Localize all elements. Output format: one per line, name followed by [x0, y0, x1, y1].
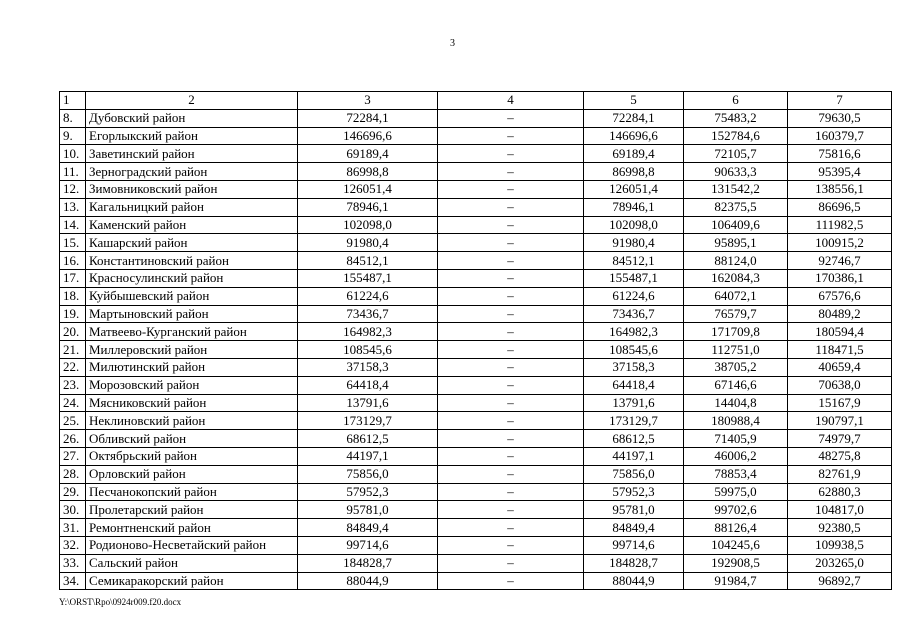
table-row: [60, 198, 892, 216]
row-number-cell: 10.: [60, 145, 86, 163]
value-col6-cell: 112751,0: [684, 341, 788, 359]
value-col3-cell: 84849,4: [298, 519, 438, 537]
value-col4-cell: –: [438, 305, 584, 323]
value-col7-cell: 96892,7: [788, 572, 892, 590]
district-name-cell: Куйбышевский район: [86, 287, 298, 305]
value-col4-cell: –: [438, 483, 584, 501]
table-row: [60, 269, 892, 287]
value-col7-cell: 92746,7: [788, 252, 892, 270]
value-col3-cell: 44197,1: [298, 447, 438, 465]
value-col5-cell: 102098,0: [584, 216, 684, 234]
value-col3-cell: 108545,6: [298, 341, 438, 359]
row-number-cell: 9.: [60, 127, 86, 145]
value-col7-cell: 111982,5: [788, 216, 892, 234]
value-col6-cell: 64072,1: [684, 287, 788, 305]
file-path: Y:\ORST\Rpo\0924r009.f20.docx: [59, 597, 182, 607]
district-name-cell: Каменский район: [86, 216, 298, 234]
value-col5-cell: 84849,4: [584, 519, 684, 537]
value-col3-cell: 69189,4: [298, 145, 438, 163]
table-row: [60, 287, 892, 305]
row-number-cell: 29.: [60, 483, 86, 501]
value-col5-cell: 68612,5: [584, 430, 684, 448]
district-name-cell: Константиновский район: [86, 252, 298, 270]
value-col5-cell: 88044,9: [584, 572, 684, 590]
value-col4-cell: –: [438, 109, 584, 127]
row-number-cell: 24.: [60, 394, 86, 412]
value-col5-cell: 73436,7: [584, 305, 684, 323]
district-name-cell: Неклиновский район: [86, 412, 298, 430]
value-col4-cell: –: [438, 252, 584, 270]
value-col3-cell: 184828,7: [298, 554, 438, 572]
value-col5-cell: 37158,3: [584, 358, 684, 376]
district-name-cell: Кашарский район: [86, 234, 298, 252]
value-col5-cell: 155487,1: [584, 269, 684, 287]
value-col4-cell: –: [438, 536, 584, 554]
value-col3-cell: 102098,0: [298, 216, 438, 234]
value-col3-cell: 75856,0: [298, 465, 438, 483]
table-row: [60, 109, 892, 127]
table-row: [60, 519, 892, 537]
district-name-cell: Кагальницкий район: [86, 198, 298, 216]
value-col7-cell: 67576,6: [788, 287, 892, 305]
table-row: [60, 430, 892, 448]
value-col3-cell: 64418,4: [298, 376, 438, 394]
table-row: [60, 305, 892, 323]
value-col4-cell: –: [438, 376, 584, 394]
value-col3-cell: 13791,6: [298, 394, 438, 412]
row-number-cell: 17.: [60, 269, 86, 287]
row-number-cell: 32.: [60, 536, 86, 554]
table-row: [60, 394, 892, 412]
value-col7-cell: 48275,8: [788, 447, 892, 465]
value-col7-cell: 86696,5: [788, 198, 892, 216]
value-col4-cell: –: [438, 180, 584, 198]
value-col7-cell: 75816,6: [788, 145, 892, 163]
row-number-cell: 20.: [60, 323, 86, 341]
table-row: [60, 145, 892, 163]
value-col7-cell: 180594,4: [788, 323, 892, 341]
header-cell-col4: 4: [438, 92, 584, 110]
row-number-cell: 21.: [60, 341, 86, 359]
header-cell-col7: 7: [788, 92, 892, 110]
value-col3-cell: 99714,6: [298, 536, 438, 554]
value-col6-cell: 104245,6: [684, 536, 788, 554]
value-col4-cell: –: [438, 554, 584, 572]
table-row: [60, 163, 892, 181]
value-col6-cell: 82375,5: [684, 198, 788, 216]
value-col6-cell: 71405,9: [684, 430, 788, 448]
district-name-cell: Миллеровский район: [86, 341, 298, 359]
value-col7-cell: 138556,1: [788, 180, 892, 198]
district-name-cell: Обливский район: [86, 430, 298, 448]
value-col6-cell: 180988,4: [684, 412, 788, 430]
district-name-cell: Мартыновский район: [86, 305, 298, 323]
district-name-cell: Морозовский район: [86, 376, 298, 394]
value-col7-cell: 79630,5: [788, 109, 892, 127]
header-cell-col5: 5: [584, 92, 684, 110]
value-col6-cell: 78853,4: [684, 465, 788, 483]
value-col4-cell: –: [438, 519, 584, 537]
value-col4-cell: –: [438, 447, 584, 465]
value-col3-cell: 84512,1: [298, 252, 438, 270]
row-number-cell: 25.: [60, 412, 86, 430]
table-row: [60, 216, 892, 234]
row-number-cell: 23.: [60, 376, 86, 394]
value-col3-cell: 91980,4: [298, 234, 438, 252]
value-col5-cell: 72284,1: [584, 109, 684, 127]
value-col4-cell: –: [438, 287, 584, 305]
value-col3-cell: 68612,5: [298, 430, 438, 448]
value-col4-cell: –: [438, 358, 584, 376]
value-col3-cell: 155487,1: [298, 269, 438, 287]
district-name-cell: Дубовский район: [86, 109, 298, 127]
value-col5-cell: 91980,4: [584, 234, 684, 252]
value-col3-cell: 88044,9: [298, 572, 438, 590]
district-name-cell: Зимовниковский район: [86, 180, 298, 198]
value-col5-cell: 95781,0: [584, 501, 684, 519]
value-col7-cell: 203265,0: [788, 554, 892, 572]
row-number-cell: 14.: [60, 216, 86, 234]
value-col5-cell: 164982,3: [584, 323, 684, 341]
value-col3-cell: 126051,4: [298, 180, 438, 198]
district-name-cell: Сальский район: [86, 554, 298, 572]
value-col6-cell: 38705,2: [684, 358, 788, 376]
table-row: [60, 536, 892, 554]
value-col5-cell: 86998,8: [584, 163, 684, 181]
row-number-cell: 34.: [60, 572, 86, 590]
header-cell-col1: 1: [60, 92, 86, 110]
value-col6-cell: 46006,2: [684, 447, 788, 465]
value-col4-cell: –: [438, 163, 584, 181]
value-col6-cell: 90633,3: [684, 163, 788, 181]
district-name-cell: Красносулинский район: [86, 269, 298, 287]
value-col5-cell: 13791,6: [584, 394, 684, 412]
district-name-cell: Пролетарский район: [86, 501, 298, 519]
row-number-cell: 22.: [60, 358, 86, 376]
row-number-cell: 8.: [60, 109, 86, 127]
value-col5-cell: 99714,6: [584, 536, 684, 554]
table-row: [60, 412, 892, 430]
value-col6-cell: 88124,0: [684, 252, 788, 270]
value-col4-cell: –: [438, 198, 584, 216]
value-col3-cell: 173129,7: [298, 412, 438, 430]
row-number-cell: 30.: [60, 501, 86, 519]
table-row: [60, 323, 892, 341]
value-col5-cell: 173129,7: [584, 412, 684, 430]
value-col3-cell: 95781,0: [298, 501, 438, 519]
district-name-cell: Мясниковский район: [86, 394, 298, 412]
value-col6-cell: 88126,4: [684, 519, 788, 537]
value-col6-cell: 131542,2: [684, 180, 788, 198]
value-col5-cell: 64418,4: [584, 376, 684, 394]
district-name-cell: Милютинский район: [86, 358, 298, 376]
district-name-cell: Октябрьский район: [86, 447, 298, 465]
district-name-cell: Заветинский район: [86, 145, 298, 163]
value-col4-cell: –: [438, 216, 584, 234]
row-number-cell: 12.: [60, 180, 86, 198]
value-col3-cell: 57952,3: [298, 483, 438, 501]
data-table: [59, 91, 892, 590]
table-row: [60, 554, 892, 572]
value-col6-cell: 99702,6: [684, 501, 788, 519]
value-col5-cell: 69189,4: [584, 145, 684, 163]
value-col3-cell: 146696,6: [298, 127, 438, 145]
value-col4-cell: –: [438, 127, 584, 145]
value-col7-cell: 15167,9: [788, 394, 892, 412]
value-col7-cell: 160379,7: [788, 127, 892, 145]
table-row: [60, 127, 892, 145]
value-col4-cell: –: [438, 269, 584, 287]
value-col7-cell: 118471,5: [788, 341, 892, 359]
value-col5-cell: 84512,1: [584, 252, 684, 270]
value-col5-cell: 184828,7: [584, 554, 684, 572]
value-col4-cell: –: [438, 501, 584, 519]
value-col3-cell: 37158,3: [298, 358, 438, 376]
table-body: [60, 92, 892, 590]
value-col6-cell: 75483,2: [684, 109, 788, 127]
district-name-cell: Егорлыкский район: [86, 127, 298, 145]
value-col6-cell: 14404,8: [684, 394, 788, 412]
value-col3-cell: 78946,1: [298, 198, 438, 216]
district-name-cell: Ремонтненский район: [86, 519, 298, 537]
value-col5-cell: 44197,1: [584, 447, 684, 465]
table-row: [60, 572, 892, 590]
value-col4-cell: –: [438, 465, 584, 483]
value-col6-cell: 106409,6: [684, 216, 788, 234]
row-number-cell: 18.: [60, 287, 86, 305]
value-col3-cell: 61224,6: [298, 287, 438, 305]
table-row: [60, 180, 892, 198]
value-col4-cell: –: [438, 234, 584, 252]
table-row: [60, 252, 892, 270]
value-col5-cell: 108545,6: [584, 341, 684, 359]
value-col4-cell: –: [438, 430, 584, 448]
table-row: [60, 358, 892, 376]
value-col7-cell: 70638,0: [788, 376, 892, 394]
value-col3-cell: 72284,1: [298, 109, 438, 127]
value-col6-cell: 76579,7: [684, 305, 788, 323]
row-number-cell: 31.: [60, 519, 86, 537]
row-number-cell: 15.: [60, 234, 86, 252]
value-col5-cell: 126051,4: [584, 180, 684, 198]
value-col6-cell: 152784,6: [684, 127, 788, 145]
value-col7-cell: 104817,0: [788, 501, 892, 519]
value-col5-cell: 78946,1: [584, 198, 684, 216]
header-cell-col6: 6: [684, 92, 788, 110]
value-col7-cell: 40659,4: [788, 358, 892, 376]
value-col6-cell: 162084,3: [684, 269, 788, 287]
table-row: [60, 465, 892, 483]
value-col3-cell: 86998,8: [298, 163, 438, 181]
row-number-cell: 16.: [60, 252, 86, 270]
value-col4-cell: –: [438, 394, 584, 412]
value-col6-cell: 91984,7: [684, 572, 788, 590]
page-number: 3: [450, 38, 455, 49]
row-number-cell: 28.: [60, 465, 86, 483]
value-col5-cell: 75856,0: [584, 465, 684, 483]
value-col7-cell: 82761,9: [788, 465, 892, 483]
district-name-cell: Семикаракорский район: [86, 572, 298, 590]
value-col7-cell: 190797,1: [788, 412, 892, 430]
table-row: [60, 501, 892, 519]
value-col7-cell: 74979,7: [788, 430, 892, 448]
table-row: [60, 341, 892, 359]
table-row: [60, 447, 892, 465]
value-col7-cell: 80489,2: [788, 305, 892, 323]
value-col4-cell: –: [438, 145, 584, 163]
district-name-cell: Песчанокопский район: [86, 483, 298, 501]
table-row: [60, 234, 892, 252]
value-col4-cell: –: [438, 412, 584, 430]
value-col4-cell: –: [438, 341, 584, 359]
value-col4-cell: –: [438, 323, 584, 341]
table-row: [60, 483, 892, 501]
value-col7-cell: 170386,1: [788, 269, 892, 287]
value-col6-cell: 95895,1: [684, 234, 788, 252]
value-col6-cell: 171709,8: [684, 323, 788, 341]
value-col6-cell: 59975,0: [684, 483, 788, 501]
value-col7-cell: 109938,5: [788, 536, 892, 554]
row-number-cell: 33.: [60, 554, 86, 572]
row-number-cell: 26.: [60, 430, 86, 448]
header-cell-col2: 2: [86, 92, 298, 110]
district-name-cell: Орловский район: [86, 465, 298, 483]
value-col6-cell: 67146,6: [684, 376, 788, 394]
row-number-cell: 27.: [60, 447, 86, 465]
district-name-cell: Зерноградский район: [86, 163, 298, 181]
value-col7-cell: 92380,5: [788, 519, 892, 537]
value-col7-cell: 95395,4: [788, 163, 892, 181]
value-col6-cell: 192908,5: [684, 554, 788, 572]
value-col6-cell: 72105,7: [684, 145, 788, 163]
value-col7-cell: 62880,3: [788, 483, 892, 501]
header-cell-col3: 3: [298, 92, 438, 110]
table-row: [60, 376, 892, 394]
value-col5-cell: 57952,3: [584, 483, 684, 501]
district-name-cell: Матвеево-Курганский район: [86, 323, 298, 341]
row-number-cell: 11.: [60, 163, 86, 181]
row-number-cell: 19.: [60, 305, 86, 323]
table-header-row: [60, 92, 892, 110]
value-col5-cell: 146696,6: [584, 127, 684, 145]
value-col7-cell: 100915,2: [788, 234, 892, 252]
row-number-cell: 13.: [60, 198, 86, 216]
value-col3-cell: 164982,3: [298, 323, 438, 341]
district-name-cell: Родионово-Несветайский район: [86, 536, 298, 554]
value-col4-cell: –: [438, 572, 584, 590]
value-col5-cell: 61224,6: [584, 287, 684, 305]
value-col3-cell: 73436,7: [298, 305, 438, 323]
